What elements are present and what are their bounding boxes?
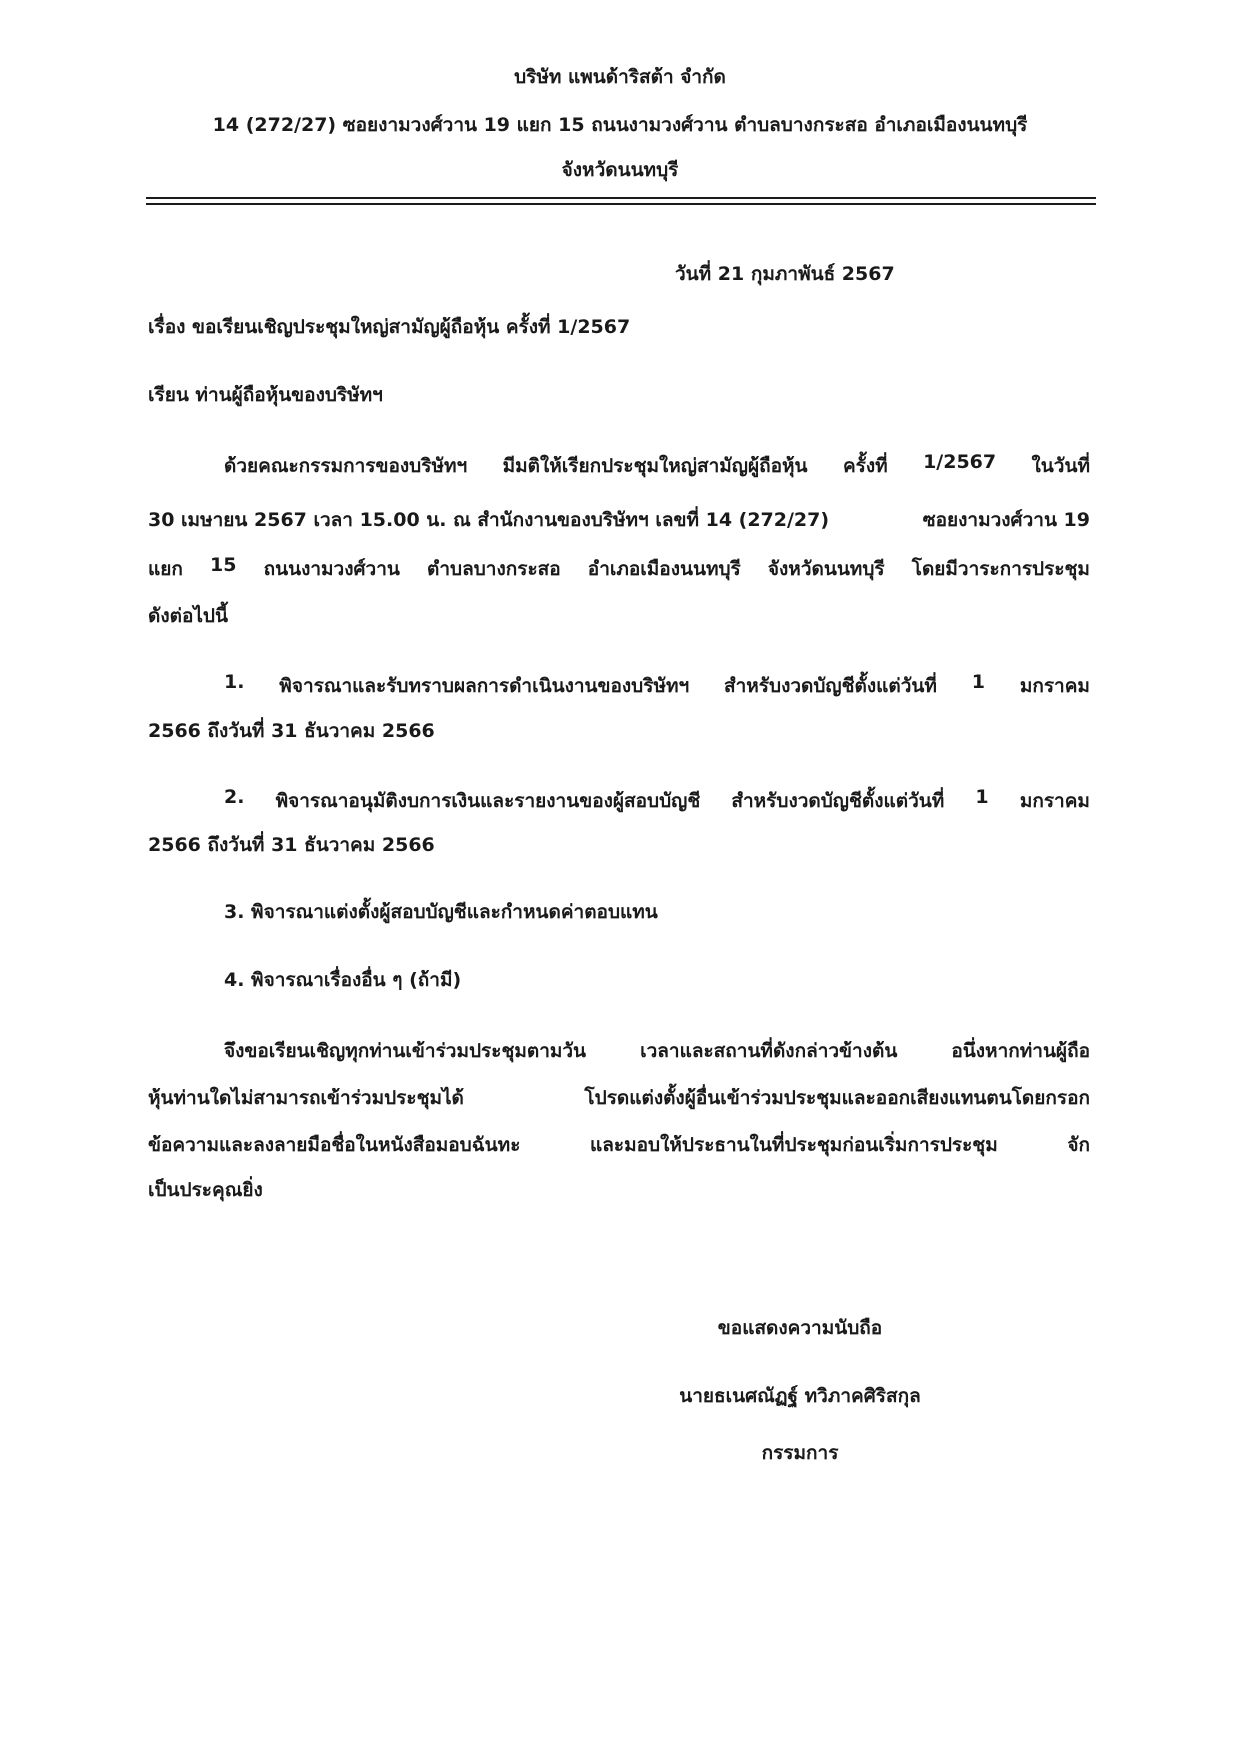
agenda-item-4: 4. พิจารณาเรื่องอื่น ๆ (ถ้ามี) (224, 969, 462, 991)
agenda-item-2-line-2: 2566 ถึงวันที่ 31 ธันวาคม 2566 (148, 834, 435, 856)
agenda-item-1-line-2: 2566 ถึงวันที่ 31 ธันวาคม 2566 (148, 720, 435, 742)
signatory-title: กรรมการ (761, 1442, 839, 1464)
agenda-item-1-line-1: 1. พิจารณาและรับทราบผลการดำเนินงานของบริษัทฯ สำหรับงวดบัญชีตั้งแต่วันที่ 1 มกราคม (224, 671, 1090, 697)
closing-line-2: หุ้นท่านใดไม่สามารถเข้าร่วมประชุมได้ โปรดแต่งตั้งผู้อื่นเข้าร่วมประชุมและออกเสียงแทนตนโดยกรอก (148, 1087, 1090, 1109)
intro-line-1: ด้วยคณะกรรมการของบริษัทฯ มีมติให้เรียกประชุมใหญ่สามัญผู้ถือหุ้น ครั้งที่ 1/2567 ในวันที่ (224, 451, 1090, 477)
company-address-line2: จังหวัดนนทบุรี (561, 159, 679, 181)
closing-line-3: ข้อความและลงลายมือชื่อในหนังสือมอบฉันทะ และมอบให้ประธานในที่ประชุมก่อนเริ่มการประชุม จัก (148, 1134, 1090, 1156)
header-divider-top (146, 197, 1096, 199)
agenda-item-3: 3. พิจารณาแต่งตั้งผู้สอบบัญชีและกำหนดค่าตอบแทน (224, 901, 658, 923)
signature-regards: ขอแสดงความนับถือ (717, 1317, 883, 1339)
company-name: บริษัท แพนด้าริสต้า จำกัด (514, 66, 726, 88)
letter-salutation: เรียน ท่านผู้ถือหุ้นของบริษัทฯ (148, 384, 383, 406)
closing-line-1: จึงขอเรียนเชิญทุกท่านเข้าร่วมประชุมตามวัน เวลาและสถานที่ดังกล่าวข้างต้น อนึ่งหากท่านผู้ถือ (224, 1040, 1090, 1062)
company-address-line1: 14 (272/27) ซอยงามวงศ์วาน 19 แยก 15 ถนนงามวงศ์วาน ตำบลบางกระสอ อำเภอเมืองนนทบุรี (212, 114, 1028, 136)
letter-subject: เรื่อง ขอเรียนเชิญประชุมใหญ่สามัญผู้ถือหุ้น ครั้งที่ 1/2567 (148, 316, 631, 338)
closing-line-4: เป็นประคุณยิ่ง (148, 1179, 263, 1201)
intro-line-2: 30 เมษายน 2567 เวลา 15.00 น. ณ สำนักงานของบริษัทฯ เลขที่ 14 (272/27) ซอยงามวงศ์วาน 19 (148, 509, 1090, 531)
intro-line-3: แยก 15 ถนนงามวงศ์วาน ตำบลบางกระสอ อำเภอเมืองนนทบุรี จังหวัดนนทบุรี โดยมีวาระการประชุม (148, 554, 1090, 580)
signatory-name: นายธเนศณัฏฐ์ ทวิภาคศิริสกุล (679, 1385, 921, 1407)
intro-line-4: ดังต่อไปนี้ (148, 605, 228, 627)
agenda-item-2-line-1: 2. พิจารณาอนุมัติงบการเงินและรายงานของผู้สอบบัญชี สำหรับงวดบัญชีตั้งแต่วันที่ 1 มกราคม (224, 786, 1090, 812)
letter-date: วันที่ 21 กุมภาพันธ์ 2567 (675, 263, 895, 285)
header-divider-bottom (146, 203, 1096, 205)
